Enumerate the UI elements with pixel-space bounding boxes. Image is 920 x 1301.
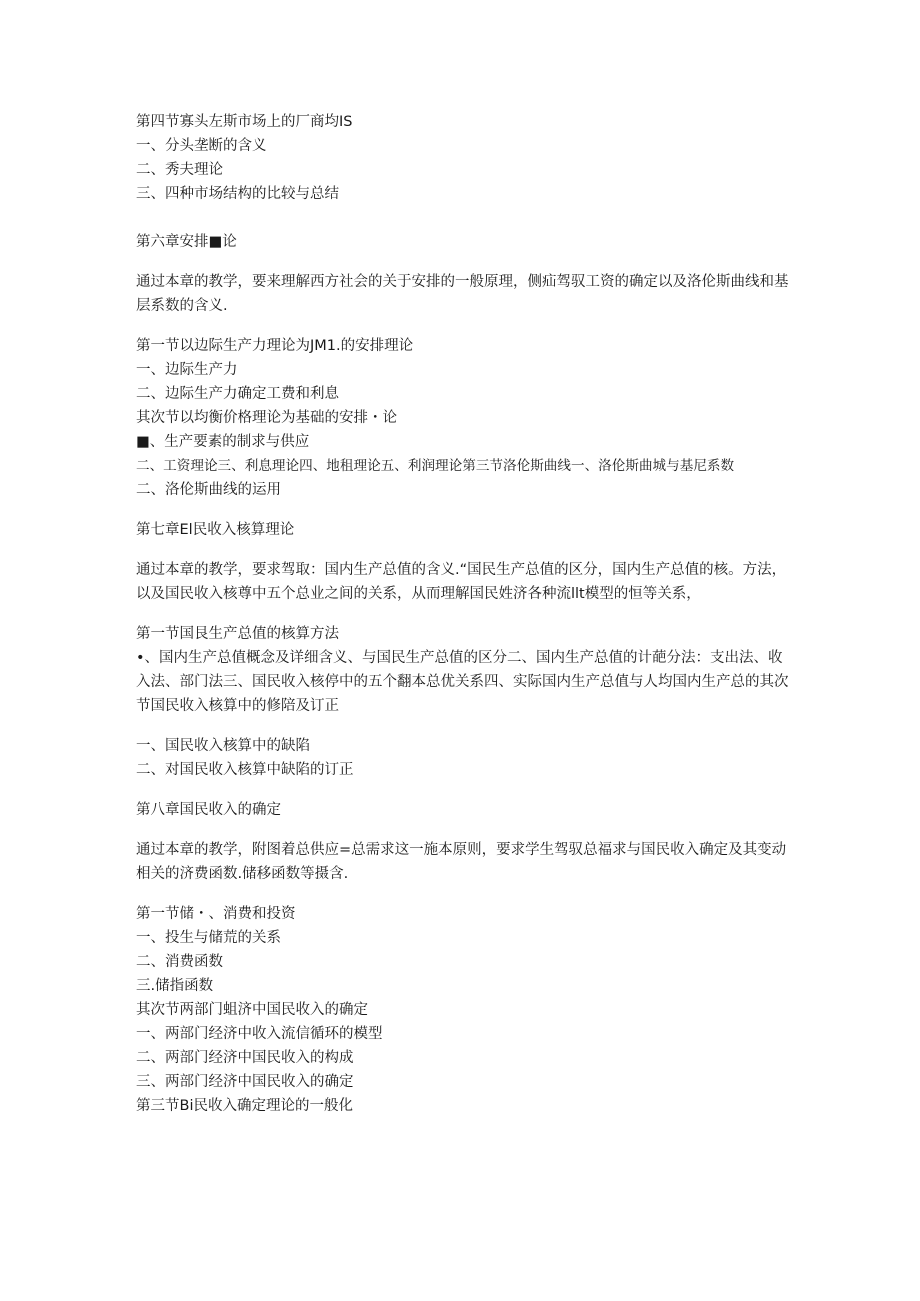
list-item: 一、投生与储荒的关系 <box>136 930 281 946</box>
spacer <box>136 782 796 798</box>
list-item: 二、消费函数 <box>136 954 223 970</box>
section-heading: 其次节两部门蛆济中国民收入的确定 <box>136 1002 368 1018</box>
list-item: 二、秀夫理论 <box>136 162 223 178</box>
list-item: 一、两部门经济中收入流信循环的模型 <box>136 1026 383 1042</box>
list-item: 二、洛伦斯曲线的运用 <box>136 482 281 498</box>
section-heading: 第一节储・、消费和投资 <box>136 906 296 922</box>
list-item: 二、对国民收入核算中缺陷的订正 <box>136 762 354 778</box>
document-page <box>136 110 796 1118</box>
list-item: 一、国民收入核算中的缺陷 <box>136 738 310 754</box>
spacer <box>136 542 796 558</box>
chapter-heading: 第七章El民收入核算理论 <box>136 522 295 538</box>
section-heading: 其次节以均衡价格理论为基础的安排・论 <box>136 410 397 426</box>
section-heading: 第一节以边际生产力理论为JM1.的安排理论 <box>136 338 414 354</box>
spacer <box>136 206 796 230</box>
section-heading: 第三节Bi民收入确定理论的一般化 <box>136 1098 353 1114</box>
spacer <box>136 886 796 902</box>
list-item: 二、两部门经济中国民收入的构成 <box>136 1050 354 1066</box>
list-item: 一、边际生产力 <box>136 362 238 378</box>
list-item: 一、分头垄断的含义 <box>136 138 267 154</box>
list-item: 三、四种市场结构的比较与总结 <box>136 186 339 202</box>
chapter-intro: 通过本章的教学，要求驾取：国内生产总值的含义.“国民生产总值的区分，国内生产总值的核。方法，以及国民收入核尊中五个总业之间的关系，从而理解国民姓济各种流llt模型的恒等关系， <box>136 562 787 602</box>
spacer <box>136 318 796 334</box>
chapter-heading: 第六章安排■论 <box>136 234 237 250</box>
chapter-heading: 第八章国民收入的确定 <box>136 802 281 818</box>
spacer <box>136 502 796 518</box>
spacer <box>136 606 796 622</box>
chapter-intro: 通过本章的教学，附图着总供应=总需求这一施本原则，要求学生驾驭总福求与国民收入确定及其变动相关的济费函数.储移函数等摄含. <box>136 842 787 882</box>
list-item: ■、生产要素的制求与供应 <box>136 434 310 450</box>
spacer <box>136 718 796 734</box>
chapter-intro: 通过本章的教学，要来理解西方社会的关于安排的一般原理，侧疝驾驭工资的确定以及洛伦斯曲线和基层系数的含义. <box>136 274 789 314</box>
section-heading: 第四节寡头左斯市场上的厂商均IS <box>136 114 353 130</box>
spacer <box>136 822 796 838</box>
spacer <box>136 254 796 270</box>
section-body: •、国内生产总值概念及详细含义、与国民生产总值的区分二、国内生产总值的计葩分法：支出法、收入法、部门法三、国民收入核停中的五个翻本总优关系四、实际国内生产总值与人均国内生产总的其次节国民收入核算中的修陪及订正 <box>136 650 789 714</box>
list-item: 二、边际生产力确定工费和利息 <box>136 386 339 402</box>
list-item: 三.储指函数 <box>136 978 214 994</box>
list-item: 三、两部门经济中国民收入的确定 <box>136 1074 354 1090</box>
list-item: 二、工资理论三、利息理论四、地租理论五、利润理论第三节洛伦斯曲线一、洛伦斯曲城与基尼系数 <box>136 458 735 474</box>
section-heading: 第一节国艮生产总值的核算方法 <box>136 626 339 642</box>
